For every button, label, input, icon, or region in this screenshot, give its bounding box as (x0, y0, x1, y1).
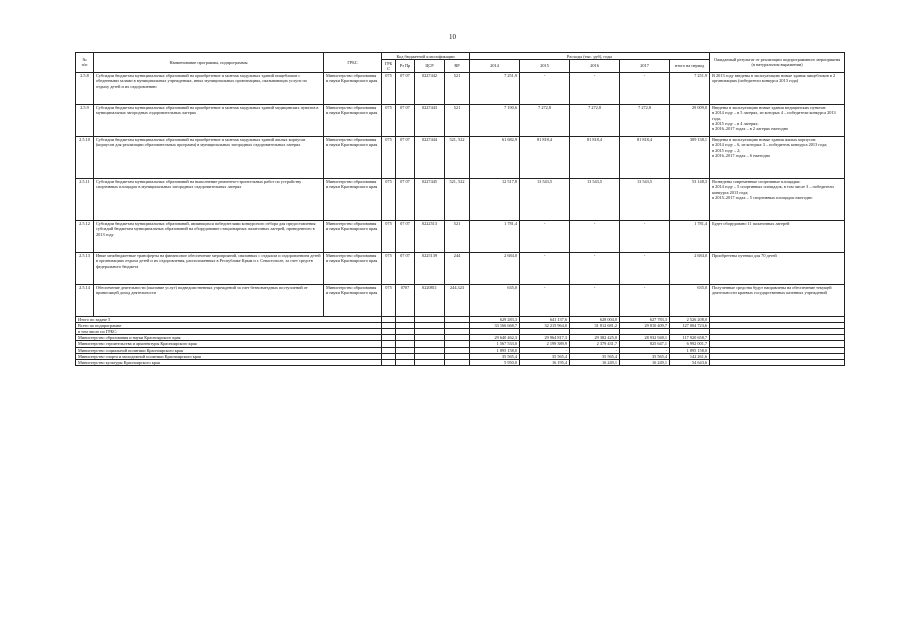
summary-y2015: 16 195,4 (520, 360, 570, 366)
summary-y2017: 28 932 948,1 (620, 335, 670, 341)
row-csr: 0220811 (415, 284, 445, 316)
row-vr: 521, 522 (445, 136, 470, 178)
summary-total: 127 004 723,6 (670, 322, 710, 328)
summary-y2016: 35 565,4 (570, 353, 620, 359)
row-csr: 0227444 (415, 136, 445, 178)
row-result: Полученные средства будут направлены на обеспечение текущей деятельности краевых государственных казенных учреждений (710, 284, 845, 316)
summary-empty-cell (710, 360, 845, 366)
row-grbs: Министерство образования и науки Красноярского края (324, 72, 382, 104)
row-total: 29 009,0 (670, 104, 710, 136)
row-2017: - (620, 284, 670, 316)
row-total: 7 251,9 (670, 72, 710, 104)
row-name: Обеспечение деятельности (оказание услуг) подведомственных учреждений за счет безвозмездных поступлений от приносящей доход деятельности (94, 284, 324, 316)
row-total: 635,0 (670, 284, 710, 316)
summary-y2016: 16 249,1 (570, 360, 620, 366)
summary-y2015: 2 199 389,9 (520, 341, 570, 347)
summary-y2014: 5 950,0 (470, 360, 520, 366)
summary-label: Всего по подпрограмме (76, 322, 382, 328)
row-2016: 81 818,4 (570, 136, 620, 178)
row-vr: 521 (445, 104, 470, 136)
col-header-code-group: Код бюджетной классификации (382, 53, 470, 60)
row-2015: - (520, 72, 570, 104)
row-2016: - (570, 72, 620, 104)
summary-y2014: 33 166 668,7 (470, 322, 520, 328)
summary-y2017: 825 647,1 (620, 341, 670, 347)
col-header-expenses: Расходы (тыс. руб), годы (470, 53, 710, 60)
row-vr: 521 (445, 220, 470, 252)
col-header-result: Ожидаемый результат от реализации подпрограммного мероприятия (в натуральном выражении) (710, 53, 845, 73)
row-2015: - (520, 284, 570, 316)
col-header-total: итого на период (670, 60, 710, 72)
col-header-vr: ВР (445, 60, 470, 72)
col-header-2016: 2016 (570, 60, 620, 72)
summary-total: 1 895 158,0 (670, 347, 710, 353)
row-vr: 521 (445, 72, 470, 104)
row-grbs: Министерство образования и науки Красноярского края (324, 252, 382, 284)
row-total: 2 684,0 (670, 252, 710, 284)
summary-y2015: 29 964 817,3 (520, 335, 570, 341)
row-number: 2.5.14 (76, 284, 94, 316)
summary-y2017: 16 249,1 (620, 360, 670, 366)
row-kod: 075 (382, 220, 396, 252)
summary-label: в том числе по ГРБС: (76, 329, 382, 335)
summary-y2014: 29 640 462,3 (470, 335, 520, 341)
table-row (76, 252, 845, 284)
row-2017: 7 272,8 (620, 104, 670, 136)
col-header-rzpr: Рз Пр (396, 60, 415, 72)
row-name: Субсидии бюджетам муниципальных образований, являющихся победителями конкурсного отбора для предоставления субсидий бюджетам муниципальных образований на оборудование стационарных палаточных лагерей, проведенного в 2013 году (94, 220, 324, 252)
row-name: Субсидии бюджетам муниципальных образований на выполнение ремонтно-строительных работ по устройству спортивных площадок в муниципальных загородных оздоровительных лагерях (94, 178, 324, 220)
row-grbs: Министерство образования и науки Красноярского края (324, 284, 382, 316)
row-grbs: Министерство образования и науки Красноярского края (324, 220, 382, 252)
subprogram-table (75, 52, 845, 366)
col-header-2017: 2017 (620, 60, 670, 72)
summary-total: 54 643,6 (670, 360, 710, 366)
table-row (76, 136, 845, 178)
row-result: Будет оборудовано 11 палаточных лагерей (710, 220, 845, 252)
row-result: Введены в эксплуатацию новые здания жилых корпусов: в 2014 году – 6, из которых 3 – победитель конкурса 2013 года; в 2015 году – 2; в 2016–2017 годах – 6 ежегодно (710, 136, 845, 178)
row-2014: 61 682,9 (470, 136, 520, 178)
col-header-csr: ЦСР (415, 60, 445, 72)
row-rzpr: 07 07 (396, 220, 415, 252)
summary-y2016: 628 004,0 (570, 316, 620, 322)
row-kod: 075 (382, 178, 396, 220)
row-2015: - (520, 252, 570, 284)
row-result: В 2013 году введены в эксплуатацию новые здания пищеблоков в 2 организациях (победители конкурса 2013 года) (710, 72, 845, 104)
summary-label: Министерство спорта и молодежной политики Красноярского края (76, 353, 382, 359)
table-row (76, 220, 845, 252)
row-2014: 7 251,9 (470, 72, 520, 104)
row-name: Иные межбюджетные трансферты на финансовое обеспечение мероприятий, связанных с отдыхом и оздоровлением детей в организациях отдыха детей и их оздоровления, расположенных в Республике Крым и г. Севастополе, за счет средств федерального бюджета (94, 252, 324, 284)
summary-y2017: - (620, 347, 670, 353)
summary-label: Министерство строительства и архитектуры Красноярского края (76, 341, 382, 347)
row-grbs: Министерство образования и науки Красноярского края (324, 178, 382, 220)
row-2015: 13 543,5 (520, 178, 570, 220)
row-kod: 075 (382, 252, 396, 284)
col-header-name: Наименование программы, подпрограммы (94, 53, 324, 73)
row-csr: 0222513 (415, 220, 445, 252)
summary-y2016: - (570, 347, 620, 353)
row-result: Приобретены путевки для 70 детей (710, 252, 845, 284)
summary-y2014: 629 283,3 (470, 316, 520, 322)
row-2016: - (570, 252, 620, 284)
table-row (76, 284, 845, 316)
row-grbs: Министерство образования и науки Красноярского края (324, 104, 382, 136)
row-number: 2.5.9 (76, 104, 94, 136)
row-kod: 075 (382, 104, 396, 136)
summary-label: Министерство культуры Красноярского края (76, 360, 382, 366)
row-vr: 521, 522 (445, 178, 470, 220)
summary-empty-cell (396, 360, 415, 366)
summary-y2015: - (520, 347, 570, 353)
summary-label: Итого по задаче 5 (76, 316, 382, 322)
row-2017: 81 818,4 (620, 136, 670, 178)
row-2015: - (520, 220, 570, 252)
row-kod: 075 (382, 72, 396, 104)
col-header-num: № п/п (76, 53, 94, 73)
summary-y2015: 35 565,4 (520, 353, 570, 359)
summary-total: 6 992 001,7 (670, 341, 710, 347)
summary-label: Министерство образования и науки Красноярского края (76, 335, 382, 341)
row-2017: - (620, 220, 670, 252)
row-name: Субсидии бюджетам муниципальных образований на приобретение и монтаж модульных зданий медицинских пунктов в муниципальных загородных оздоровительных лагерях (94, 104, 324, 136)
summary-total: 142 261,6 (670, 353, 710, 359)
summary-y2014: 1 895 158,0 (470, 347, 520, 353)
row-rzpr: 07 07 (396, 72, 415, 104)
row-2016: 7 272,8 (570, 104, 620, 136)
row-number: 2.5.8 (76, 72, 94, 104)
row-rzpr: 07 07 (396, 104, 415, 136)
page-number: 10 (449, 33, 456, 41)
row-result: Введены в эксплуатацию новые здания медицинских пунктов: в 2014 году – в 5 лагерях, из которых 4 – победители конкурса 2013 года, в 2015 году – в 4 лагерях; в 2016–2017 годах – в 2 лагерях ежегодно (710, 104, 845, 136)
summary-row (76, 360, 845, 366)
summary-y2016: 29 382 425,0 (570, 335, 620, 341)
row-total: 309 138,1 (670, 136, 710, 178)
col-header-2015: 2015 (520, 60, 570, 72)
table-row (76, 178, 845, 220)
row-2014: 2 684,0 (470, 252, 520, 284)
summary-label: Министерство социальной политики Красноярского края (76, 347, 382, 353)
col-header-kod: ГРБС (382, 60, 396, 72)
row-2014: 12 517,8 (470, 178, 520, 220)
summary-y2015: 32 215 964,0 (520, 322, 570, 328)
summary-empty-cell (382, 360, 396, 366)
row-csr: 0225139 (415, 252, 445, 284)
row-rzpr: 07 07 (396, 178, 415, 220)
row-grbs: Министерство образования и науки Красноярского края (324, 136, 382, 178)
summary-empty-cell (445, 360, 470, 366)
row-2014: 7 190,6 (470, 104, 520, 136)
summary-empty-cell (415, 360, 445, 366)
summary-total: 117 920 658,7 (670, 335, 710, 341)
col-header-2014: 2014 (470, 60, 520, 72)
row-csr: 0227445 (415, 178, 445, 220)
row-total: 53 148,3 (670, 178, 710, 220)
row-result: Возведены современные спортивные площадки: в 2014 году – 5 спортивных площадок, в том числе 3 – победители конкурса 2013 года; в 2015–2017 годах – 5 спортивных площадок ежегодно (710, 178, 845, 220)
row-rzpr: 07 07 (396, 136, 415, 178)
summary-total: 2 526 208,0 (670, 316, 710, 322)
row-2016: - (570, 284, 620, 316)
row-number: 2.5.13 (76, 252, 94, 284)
row-kod: 075 (382, 136, 396, 178)
row-2017: - (620, 252, 670, 284)
row-2016: - (570, 220, 620, 252)
table-row (76, 104, 845, 136)
row-2014: 635,0 (470, 284, 520, 316)
row-2017: 13 543,5 (620, 178, 670, 220)
row-2014: 1 781,4 (470, 220, 520, 252)
row-csr: 0227442 (415, 72, 445, 104)
row-csr: 0227443 (415, 104, 445, 136)
row-rzpr: 07 07 (396, 252, 415, 284)
summary-y2017: 627 783,3 (620, 316, 670, 322)
row-2015: 7 272,8 (520, 104, 570, 136)
table-row (76, 72, 845, 104)
row-name: Субсидии бюджетам муниципальных образований на приобретение и монтаж модульных зданий жилых корпусов (корпусов для реализации образовательных программ) в муниципальных загородных оздоровительных лагерях (94, 136, 324, 178)
row-number: 2.5.11 (76, 178, 94, 220)
col-header-grbs: ГРБС (324, 53, 382, 73)
summary-y2016: 31 812 681,2 (570, 322, 620, 328)
row-number: 2.5.10 (76, 136, 94, 178)
row-2015: 81 818,4 (520, 136, 570, 178)
summary-y2014: 1 567 533,0 (470, 341, 520, 347)
summary-y2016: 2 379 431,7 (570, 341, 620, 347)
row-rzpr: 0707 (396, 284, 415, 316)
row-name: Субсидии бюджетам муниципальных образований на приобретение и монтаж модульных зданий пищеблоков с обеденными залами в муниципальных учреждениях, иных муниципальных организациях, оказывающих услуги по отдыху детей и их оздоровлению (94, 72, 324, 104)
row-number: 2.5.12 (76, 220, 94, 252)
table-body (76, 72, 845, 366)
summary-y2015: 641 137,6 (520, 316, 570, 322)
row-vr: 244,323 (445, 284, 470, 316)
summary-y2017: 35 565,4 (620, 353, 670, 359)
row-2017: - (620, 72, 670, 104)
row-vr: 244 (445, 252, 470, 284)
row-total: 1 781,4 (670, 220, 710, 252)
summary-y2014: 35 565,4 (470, 353, 520, 359)
summary-y2017: 29 810 409,7 (620, 322, 670, 328)
row-2016: 13 543,5 (570, 178, 620, 220)
header-row-top (76, 53, 845, 60)
row-kod: 075 (382, 284, 396, 316)
